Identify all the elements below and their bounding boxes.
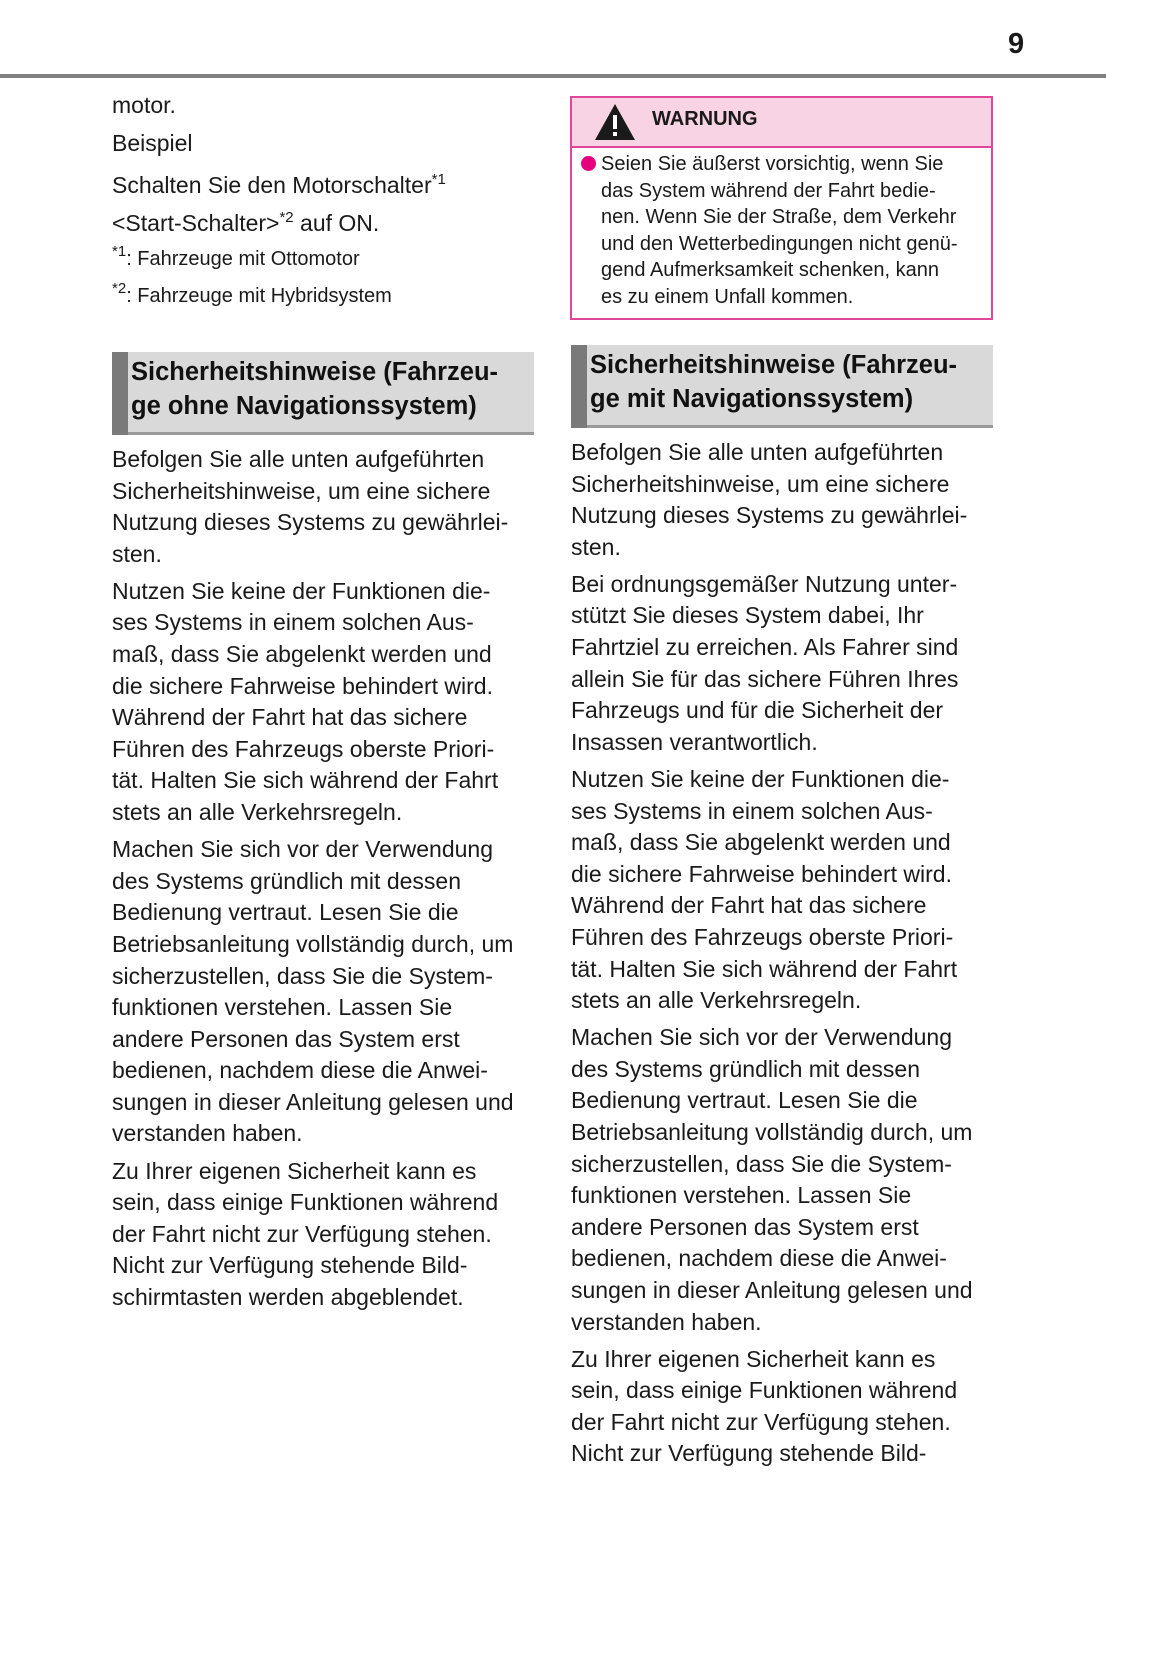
- text-line: maß, dass Sie abgelenkt werden und: [112, 641, 492, 668]
- text-line: stützt Sie dieses System dabei, Ihr: [571, 602, 924, 629]
- heading-text: [131, 355, 498, 423]
- paragraph: [112, 1156, 514, 1314]
- intro-line: motor.: [112, 92, 176, 118]
- text-line: schirmtasten werden abgeblendet.: [112, 1283, 464, 1310]
- text-line: sten.: [571, 533, 621, 560]
- text-line: sungen in dieser Anleitung gelesen und: [112, 1088, 514, 1115]
- text-line: die sichere Fahrweise behindert wird.: [112, 672, 493, 699]
- text-line: Nutzen Sie keine der Funktionen die-: [112, 577, 491, 604]
- paragraph: [571, 1022, 973, 1338]
- text-line: verstanden haben.: [112, 1120, 303, 1147]
- text-line: Nicht zur Verfügung stehende Bild-: [112, 1252, 468, 1279]
- text: <Start-Schalter>: [112, 210, 280, 236]
- paragraph: [571, 764, 973, 1017]
- heading-line: Sicherheitshinweise (Fahrzeu-: [590, 351, 958, 379]
- text-line: Führen des Fahrzeugs oberste Priori-: [571, 923, 954, 950]
- text-line: bedienen, nachdem diese die Anwei-: [571, 1245, 947, 1272]
- warning-line: das System während der Fahrt bedie-: [601, 179, 936, 202]
- warning-body: [601, 151, 958, 310]
- text-line: funktionen verstehen. Lassen Sie: [112, 994, 453, 1021]
- heading-bar: [571, 345, 587, 428]
- text-line: Bei ordnungsgemäßer Nutzung unter-: [571, 570, 958, 597]
- text: Schalten Sie den Motorschalter: [112, 172, 432, 198]
- text-line: sicherzustellen, dass Sie die System-: [571, 1150, 952, 1177]
- section-heading-without-nav: [112, 352, 534, 435]
- text-line: verstanden haben.: [571, 1308, 762, 1335]
- text-line: Während der Fahrt hat das sichere: [571, 892, 927, 919]
- bullet-icon: [581, 156, 596, 171]
- warning-line: nen. Wenn Sie der Straße, dem Verkehr: [601, 206, 957, 228]
- text-line: Führen des Fahrzeugs oberste Priori-: [112, 735, 495, 762]
- warning-header: [572, 98, 991, 148]
- text-line: Nicht zur Verfügung stehende Bild-: [571, 1440, 927, 1467]
- header-rule: [0, 74, 1106, 78]
- warning-line: Seien Sie äußerst vorsichtig, wenn Sie: [601, 153, 944, 175]
- text-line: Fahrtziel zu erreichen. Als Fahrer sind: [571, 634, 959, 661]
- paragraph: [112, 576, 514, 829]
- text-line: Nutzen Sie keine der Funktionen die-: [571, 765, 950, 792]
- text-line: Während der Fahrt hat das sichere: [112, 704, 468, 731]
- text-line: die sichere Fahrweise behindert wird.: [571, 860, 952, 887]
- text-line: Sicherheitshinweise, um eine sichere: [571, 470, 950, 497]
- text-line: tät. Halten Sie sich während der Fahrt: [571, 955, 958, 982]
- heading-line: Sicherheitshinweise (Fahrzeu-: [131, 358, 499, 386]
- text-line: Sicherheitshinweise, um eine sichere: [112, 477, 491, 504]
- right-body: [571, 437, 973, 1476]
- warning-title: WARNUNG: [652, 108, 758, 130]
- text-line: der Fahrt nicht zur Verfügung stehen.: [571, 1408, 951, 1435]
- footnote-ref: *1: [431, 171, 446, 188]
- text-line: Nutzung dieses Systems zu gewährlei-: [112, 509, 509, 536]
- heading-line: ge mit Navigationssystem): [590, 385, 914, 413]
- text-line: Nutzung dieses Systems zu gewährlei-: [571, 502, 968, 529]
- text: auf ON.: [293, 210, 380, 236]
- text-line: stets an alle Verkehrsregeln.: [571, 987, 862, 1014]
- text-line: Bedienung vertraut. Lesen Sie die: [571, 1087, 918, 1114]
- warning-line: und den Wetterbedingungen nicht genü-: [601, 232, 958, 255]
- text-line: des Systems gründlich mit dessen: [571, 1055, 920, 1082]
- heading-text: [590, 348, 957, 416]
- intro-line: [112, 210, 379, 237]
- paragraph: [112, 834, 514, 1150]
- footnote: [112, 243, 360, 271]
- text-line: Betriebsanleitung vollständig durch, um: [112, 930, 514, 957]
- left-body: [112, 444, 514, 1319]
- text-line: Betriebsanleitung vollständig durch, um: [571, 1118, 973, 1145]
- warning-line: gend Aufmerksamkeit schenken, kann: [601, 259, 939, 281]
- text-line: Zu Ihrer eigenen Sicherheit kann es: [571, 1345, 936, 1372]
- text-line: sein, dass einige Funktionen während: [112, 1189, 499, 1216]
- text-line: Fahrzeugs und für die Sicherheit der: [571, 697, 944, 724]
- footnote-text: : Fahrzeuge mit Hybridsystem: [126, 285, 392, 307]
- section-heading-with-nav: [571, 345, 993, 428]
- footnote: [112, 280, 392, 308]
- text-line: sten.: [112, 540, 162, 567]
- text-line: stets an alle Verkehrsregeln.: [112, 799, 403, 826]
- text-line: Machen Sie sich vor der Verwendung: [112, 836, 493, 863]
- text-line: maß, dass Sie abgelenkt werden und: [571, 829, 951, 856]
- text-line: der Fahrt nicht zur Verfügung stehen.: [112, 1220, 492, 1247]
- footnote-mark: *2: [112, 280, 127, 297]
- text-line: Bedienung vertraut. Lesen Sie die: [112, 899, 459, 926]
- text-line: Befolgen Sie alle unten aufgeführten: [571, 439, 944, 465]
- text-line: des Systems gründlich mit dessen: [112, 867, 461, 894]
- text-line: Zu Ihrer eigenen Sicherheit kann es: [112, 1157, 477, 1184]
- text-line: funktionen verstehen. Lassen Sie: [571, 1182, 912, 1209]
- warning-line: es zu einem Unfall kommen.: [601, 285, 854, 308]
- paragraph: [571, 437, 973, 563]
- footnote-text: : Fahrzeuge mit Ottomotor: [126, 248, 360, 270]
- intro-line: [112, 172, 446, 199]
- text-line: sungen in dieser Anleitung gelesen und: [571, 1276, 973, 1303]
- text-line: andere Personen das System erst: [571, 1213, 919, 1240]
- text-line: Befolgen Sie alle unten aufgeführten: [112, 446, 485, 472]
- text-line: bedienen, nachdem diese die Anwei-: [112, 1057, 488, 1084]
- footnote-mark: *1: [112, 243, 127, 260]
- text-line: ses Systems in einem solchen Aus-: [571, 797, 933, 824]
- text-line: allein Sie für das sichere Führen Ihres: [571, 665, 959, 692]
- text-line: sicherzustellen, dass Sie die System-: [112, 962, 493, 989]
- text-line: ses Systems in einem solchen Aus-: [112, 609, 474, 636]
- footnote-ref: *2: [279, 209, 294, 226]
- text-line: Insassen verantwortlich.: [571, 728, 818, 755]
- paragraph: [112, 444, 514, 570]
- page-number: 9: [1008, 28, 1025, 60]
- paragraph: [571, 569, 973, 759]
- text-line: Machen Sie sich vor der Verwendung: [571, 1024, 952, 1051]
- paragraph: [571, 1344, 973, 1470]
- text-line: tät. Halten Sie sich während der Fahrt: [112, 767, 499, 794]
- intro-line: Beispiel: [112, 130, 193, 156]
- heading-bar: [112, 352, 128, 435]
- warning-triangle-icon: [594, 103, 636, 141]
- heading-line: ge ohne Navigationssystem): [131, 392, 477, 420]
- warning-box: [570, 96, 993, 320]
- text-line: sein, dass einige Funktionen während: [571, 1377, 958, 1404]
- text-line: andere Personen das System erst: [112, 1025, 460, 1052]
